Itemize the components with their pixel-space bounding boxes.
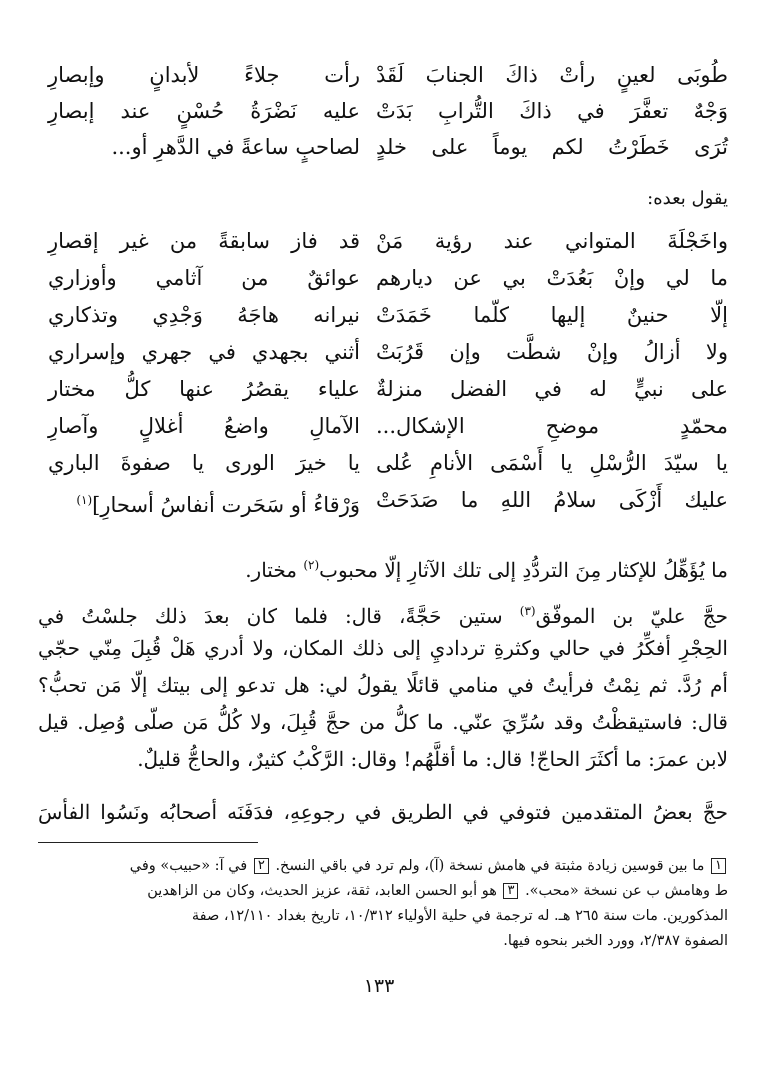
poem2-verse7-left: يا خيرَ الورى يا صفوةَ الباري	[48, 451, 360, 475]
poem1-verse2-left: عليه نَضْرَةُ حُسْنٍ عند إبصارِ	[48, 99, 360, 123]
footnote-line-2	[38, 880, 728, 903]
poem2-verse4-left: أثني بجهدي في جهري وإسراري	[48, 340, 360, 364]
prose-line-2-after: ستين حَجَّةً، قال: فلما كان بعدَ ذلك جلسْتُ في	[38, 604, 520, 628]
footnote-number-2: ٢	[254, 858, 269, 874]
prose-line-5: قال: فاستيقظْتُ وقد سُرِّيَ عنّي. ما كلُّ من حجَّ قُبِلَ، ولا كُلُّ مَن صلّى وُصِل. قيل	[38, 710, 728, 734]
poem2-verse5-left: علياء يقصُرُ عنها كلُّ مختار	[48, 377, 360, 401]
prose-line-1-text: ما يُؤَهِّلُ للإكثار مِنَ التردُّدِ إلى تلك الآثارِ إلّا محبوب	[319, 558, 728, 582]
footnote-marker-3: (٣)	[519, 604, 536, 618]
footnote-line-1	[38, 855, 728, 878]
poem1-verse1-right: طُوبَى لعينٍ رأتْ ذاكَ الجنابَ لَقَدْ	[376, 63, 728, 87]
poem2-verse6-right: محمّدٍ موضحِ الإشكال...	[376, 414, 728, 438]
prose-line-1	[38, 550, 728, 585]
poem2-verse8-left	[48, 485, 360, 520]
poem2-verse4-right: ولا أزالُ وإنْ شطَّت وإن قَرُبَتْ	[376, 340, 728, 364]
prose-line-1-after: مختار.	[245, 558, 304, 582]
page-number: ١٣٣	[363, 975, 395, 997]
poem2-verse3-right: إلّا حنينٌ إليها كلّما خَمَدَتْ	[376, 303, 728, 327]
poem1-verse3-left: لصاحبٍ ساعةً في الدَّهرِ أو...	[111, 135, 360, 159]
poem1-verse3-right: تُرَى خَطَرْتُ لكم يوماً على خلدٍ	[376, 135, 728, 159]
prose-line-2-text: حجَّ عليّ بن الموفّق	[535, 604, 728, 628]
footnote-marker-2: (٢)	[303, 558, 320, 572]
prose-line-2	[38, 596, 728, 631]
footnote-line-4: الصفوة ٢/٣٨٧، وورد الخبر بنحوه فيها.	[503, 933, 728, 949]
poem2-verse8-right: عليك أَزْكَى سلامُ اللهِ ما صَدَحَتْ	[376, 488, 728, 512]
footnote-2-text-a: في آ: «حبيب» وفي	[129, 858, 248, 874]
poem2-heading: يقول بعده:	[647, 188, 728, 209]
poem2-verse3-left: نيرانه هاجَهُ وَجْدِي وتذكاري	[48, 303, 360, 327]
footnote-marker-1: (١)	[76, 493, 93, 507]
poem2-verse7-right: يا سيّدَ الرُّسْلِ يا أَسْمَى الأنامِ عُلى	[376, 451, 728, 475]
footnote-line-3: المذكورين. مات سنة ٢٦٥ هـ. له ترجمة في حلية الأولياء ١٠/٣١٢، تاريخ بغداد ١٢/١١٠، صفة	[191, 908, 728, 924]
footnote-1-text: ما بين قوسين زيادة مثبتة في هامش نسخة (آ)، ولم ترد في باقي النسخ.	[275, 858, 705, 874]
poem2-verse2-right: ما لي وإنْ بَعُدَتْ بي عن ديارهم	[376, 266, 728, 290]
prose-line-6: لابن عمرَ: ما أكثَرَ الحاجّ! قال: ما أقلَّهُم! وقال: الرَّكْبُ كثيرٌ، والحاجُّ قليلٌ.	[137, 747, 728, 771]
poem2-verse2-left: عوائقٌ من آثامي وأوزاري	[48, 266, 360, 290]
poem2-verse6-left: الآمالِ واضعُ أغلالٍ وآصارِ	[48, 414, 360, 438]
footnote-3-text-a: هو أبو الحسن العابد، ثقة، عزيز الحديث، وكان من الزاهدين	[147, 883, 497, 899]
poem1-verse2-right: وَجْهٌ تعفَّرَ في ذاكَ التُّرابِ بَدَتْ	[376, 99, 728, 123]
prose-line-4: أم رُدَّ. ثم نِمْتُ فرأيتُ في منامي قائلًا يقولُ لي: هل تدعو إلى بيتك إلّا مَن تحبُّ؟	[38, 673, 728, 697]
poem2-verse5-right: على نبيٍّ له في الفضل منزلةٌ	[376, 377, 728, 401]
prose-line-3: الحِجْرِ أفكِّرُ في حالي وكثرةِ ترداديِ إلى ذلك المكان، ولا أدري هَلْ قُبِلَ مِنّي حجّي	[38, 636, 728, 660]
footnote-number-3: ٣	[503, 883, 518, 899]
poem2-verse1-right: واخَجْلَةَ المتواني عند رؤية مَنْ	[376, 229, 728, 253]
poem1-verse1-left: رأت جلاءً لأبدانٍ وإبصارِ	[48, 63, 360, 87]
poem2-verse8-left-text: وَرْقاءُ أو سَحَرت أنفاسُ أسحارِ]	[92, 493, 360, 517]
prose-line-7: حجَّ بعضُ المتقدمين فتوفي في الطريق في رجوعِهِ، فدَفَنَه أصحابُه ونَسُوا الفأسَ	[38, 800, 728, 824]
footnote-divider	[38, 842, 258, 843]
footnote-number-1: ١	[711, 858, 726, 874]
footnote-2-text-b: ط وهامش ب عن نسخة «محب».	[525, 883, 728, 899]
poem2-verse1-left: قد فاز سابقةً من غير إقصارِ	[48, 229, 360, 253]
